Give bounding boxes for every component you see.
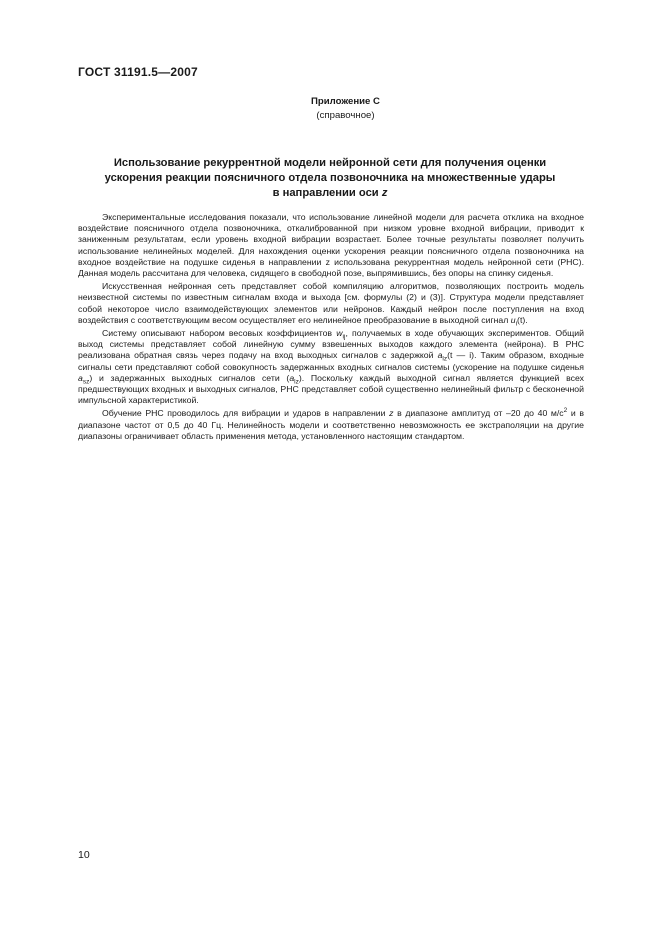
paragraph-4-part-2: в диапазоне амплитуд от –20 до 40 м/с bbox=[393, 408, 564, 419]
paragraph-3-part-3: . Таким образом, входные сигналы сети представляют собой совокупность задержанных входных сигналов системы (ускорение на подушке сиденья bbox=[78, 350, 584, 372]
title-line-3-prefix: в направлении оси bbox=[272, 187, 382, 199]
paragraph-3-part-5: ). Поскольку каждый выходной сигнал является функцией всех предшествующих входных и выходных сигналов, РНС представляет собой существенно нелинейный фильтр с бесконечной импульсной характеристикой. bbox=[78, 372, 584, 406]
section-title bbox=[78, 156, 582, 201]
unit-exponent: 2 bbox=[563, 407, 568, 415]
title-line-2: ускорения реакции поясничного отдела позвоночника на множественные удары bbox=[104, 172, 556, 184]
paragraph-3-part-1: Систему описывают набором весовых коэффициентов bbox=[102, 328, 337, 339]
paragraph-3 bbox=[78, 328, 584, 406]
var-a-arg: (t — i) bbox=[447, 350, 475, 361]
var-w: w bbox=[336, 328, 343, 339]
body-text bbox=[78, 212, 584, 444]
title-line-3 bbox=[78, 186, 582, 201]
var-z: z bbox=[389, 408, 394, 419]
annex-title: Приложение С bbox=[311, 96, 380, 107]
paragraph-2-end: . bbox=[525, 314, 528, 325]
var-a-sub: lz bbox=[442, 356, 448, 364]
title-line-1: Использование рекуррентной модели нейронной сети для получения оценки bbox=[113, 157, 547, 169]
paragraph-4-part-3: и в диапазоне частот от 0,5 до 40 Гц. Нелинейность модели и соответственно невозможность ее экстраполяции на другие диапазоны ограничивает область применения метода, установленного настоящим стандартом. bbox=[78, 408, 584, 441]
var-alz: a bbox=[289, 372, 295, 383]
axis-variable: z bbox=[381, 187, 388, 199]
var-w-sub: ij bbox=[342, 333, 346, 341]
var-asz-sub: sz bbox=[82, 378, 90, 386]
paragraph-3-part-4: ) и задержанных выходных сигналов сети ( bbox=[89, 372, 290, 383]
paragraph-4 bbox=[78, 408, 584, 442]
standard-code: ГОСТ 31191.5—2007 bbox=[78, 65, 198, 79]
var-u: u bbox=[510, 314, 516, 325]
var-a: a bbox=[437, 350, 443, 361]
paragraph-3-part-2: , получаемых в ходе обучающих экспериментов. Общий выход системы представляет собой линейную сумму взвешенных выходов каждого элемента (нейрона). В РНС реализована обратная связь через подачу на вход выходных сигналов с задержкой bbox=[78, 328, 585, 361]
paragraph-1: Экспериментальные исследования показали, что использование линейной модели для расчета отклика на входное воздействие поясничного отдела позвоночника, откалиброванной при низком уровне входной вибрации, приводит к заниженным результатам, если уровень входной вибрации возрастает. Более точные результаты позволяет получить использование нелинейных моделей. Для нахождения оценки ускорения реакции поясничного отдела позвоночника на входное воздействие на подушке сиденья в направлении z использована рекуррентная модель нейронной сети (РНС). Данная модель рассчитана для человека, сидящего в свободной позе, выпрямившись, без опоры на спинку сиденья. bbox=[78, 212, 584, 279]
var-u-sub: i bbox=[515, 320, 518, 328]
paragraph-4-part-1: Обучение РНС проводилось для вибрации и ударов в направлении bbox=[102, 408, 390, 419]
var-alz-sub: lz bbox=[294, 378, 299, 386]
paragraph-2-text: Искусственная нейронная сеть представляет собой компиляцию алгоритмов, позволяющих построить модель неизвестной системы по известным сигналам входа и выхода [см. формулы (2) и (3)]. Структура модели представляет собой некоторое число взаимодействующих элементов или нейронов. Каждый нейрон после поступления на вход воздействия с соответствующим весом осуществляет его нелинейное преобразование в выходной сигнал bbox=[78, 281, 584, 325]
var-asz: a bbox=[78, 372, 83, 383]
paragraph-2 bbox=[78, 281, 584, 326]
page-number: 10 bbox=[78, 849, 90, 861]
var-u-arg: (t) bbox=[517, 314, 526, 325]
annex-subtitle: (справочное) bbox=[316, 110, 375, 121]
annex-heading bbox=[0, 95, 661, 123]
